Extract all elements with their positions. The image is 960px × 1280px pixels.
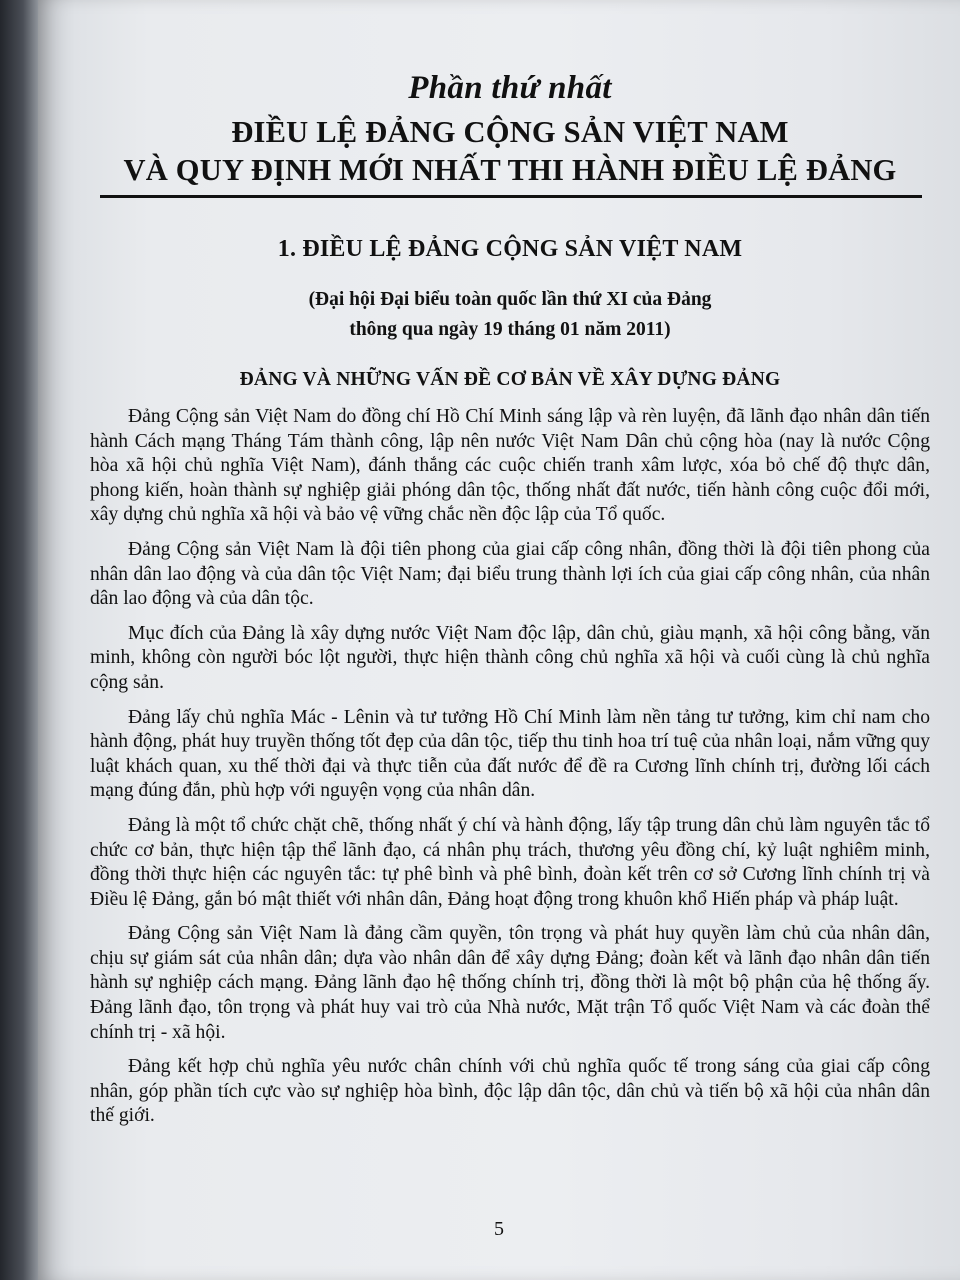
section-subtitle: [90, 285, 930, 345]
body-paragraphs: [90, 405, 930, 1129]
title-underline: [100, 195, 922, 198]
paragraph-2: Đảng Cộng sản Việt Nam là đội tiên phong của giai cấp công nhân, đồng thời là đội tiên phong của nhân dân lao động và của dân tộc Việt Nam; đại biểu trung thành lợi ích của giai cấp công nhân, của nhân dân lao động và của dân tộc.: [90, 538, 930, 610]
paragraph-6: Đảng Cộng sản Việt Nam là đảng cầm quyền, tôn trọng và phát huy quyền làm chủ của nhân dân, chịu sự giám sát của nhân dân; dựa vào nhân dân để xây dựng Đảng; đoàn kết và lãnh đạo nhân dân tiến hành sự nghiệp cách mạng. Đảng lãnh đạo hệ thống chính trị, đồng thời là một bộ phận của hệ thống ấy. Đảng lãnh đạo, tôn trọng và phát huy vai trò của Nhà nước, Mặt trận Tổ quốc Việt Nam và các đoàn thể chính trị - xã hội.: [90, 923, 930, 1043]
book-page: [38, 0, 960, 1280]
main-title-line-1: ĐIỀU LỆ ĐẢNG CỘNG SẢN VIỆT NAM: [231, 115, 789, 149]
subtitle-line-1: (Đại hội Đại biểu toàn quốc lần thứ XI của Đảng: [308, 289, 712, 310]
paragraph-3: Mục đích của Đảng là xây dựng nước Việt Nam độc lập, dân chủ, giàu mạnh, xã hội công bằng, văn minh, không còn người bóc lột người, thực hiện thành công chủ nghĩa xã hội và cuối cùng là chủ nghĩa cộng sản.: [90, 622, 930, 693]
paragraph-1: Đảng Cộng sản Việt Nam do đồng chí Hồ Chí Minh sáng lập và rèn luyện, đã lãnh đạo nhân dân tiến hành Cách mạng Tháng Tám thành công, lập nên nước Việt Nam Dân chủ cộng hòa (nay là nước Cộng hòa xã hội chủ nghĩa Việt Nam), đánh thắng các cuộc chiến tranh xâm lược, xóa bỏ chế độ thực dân, phong kiến, hoàn thành sự nghiệp giải phóng dân tộc, thống nhất đất nước, tiến hành công cuộc đổi mới, xây dựng chủ nghĩa xã hội và bảo vệ vững chắc nền độc lập của Tổ quốc.: [90, 406, 930, 526]
page-content: [90, 60, 930, 1139]
paragraph-7: Đảng kết hợp chủ nghĩa yêu nước chân chính với chủ nghĩa quốc tế trong sáng của giai cấp công nhân, góp phần tích cực vào sự nghiệp hòa bình, độc lập dân tộc, dân chủ và tiến bộ xã hội của nhân dân thế giới.: [90, 1056, 930, 1127]
main-title-line-2: VÀ QUY ĐỊNH MỚI NHẤT THI HÀNH ĐIỀU LỆ ĐẢNG: [123, 153, 897, 187]
paragraph-5: Đảng là một tổ chức chặt chẽ, thống nhất ý chí và hành động, lấy tập trung dân chủ làm nguyên tắc tổ chức cơ bản, thực hiện tập thể lãnh đạo, cá nhân phụ trách, thương yêu đồng chí, kỷ luật nghiêm minh, đồng thời thực hiện các nguyên tắc: tự phê bình và phê bình, đoàn kết trên cơ sở Cương lĩnh chính trị và Điều lệ Đảng, gắn bó mật thiết với nhân dân, Đảng hoạt động trong khuôn khổ Hiến pháp và pháp luật.: [90, 814, 930, 910]
part-title: Phần thứ nhất: [408, 70, 612, 106]
section-title: 1. ĐIỀU LỆ ĐẢNG CỘNG SẢN VIỆT NAM: [277, 236, 743, 262]
page-number: 5: [494, 1218, 504, 1240]
paragraph-4: Đảng lấy chủ nghĩa Mác - Lênin và tư tưởng Hồ Chí Minh làm nền tảng tư tưởng, kim chỉ nam cho hành động, phát huy truyền thống tốt đẹp của dân tộc, tiếp thu tinh hoa trí tuệ của nhân loại, nắm vững quy luật khách quan, xu thế thời đại và thực tiễn của đất nước để đề ra Cương lĩnh chính trị, đường lối cách mạng đúng đắn, phù hợp với nguyện vọng của nhân dân.: [90, 706, 930, 802]
subtitle-line-2: thông qua ngày 19 tháng 01 năm 2011): [349, 319, 671, 340]
main-title: [90, 113, 930, 189]
chapter-title: ĐẢNG VÀ NHỮNG VẤN ĐỀ CƠ BẢN VỀ XÂY DỰNG ĐẢNG: [239, 369, 781, 390]
book-spine-shadow: [0, 0, 38, 1280]
